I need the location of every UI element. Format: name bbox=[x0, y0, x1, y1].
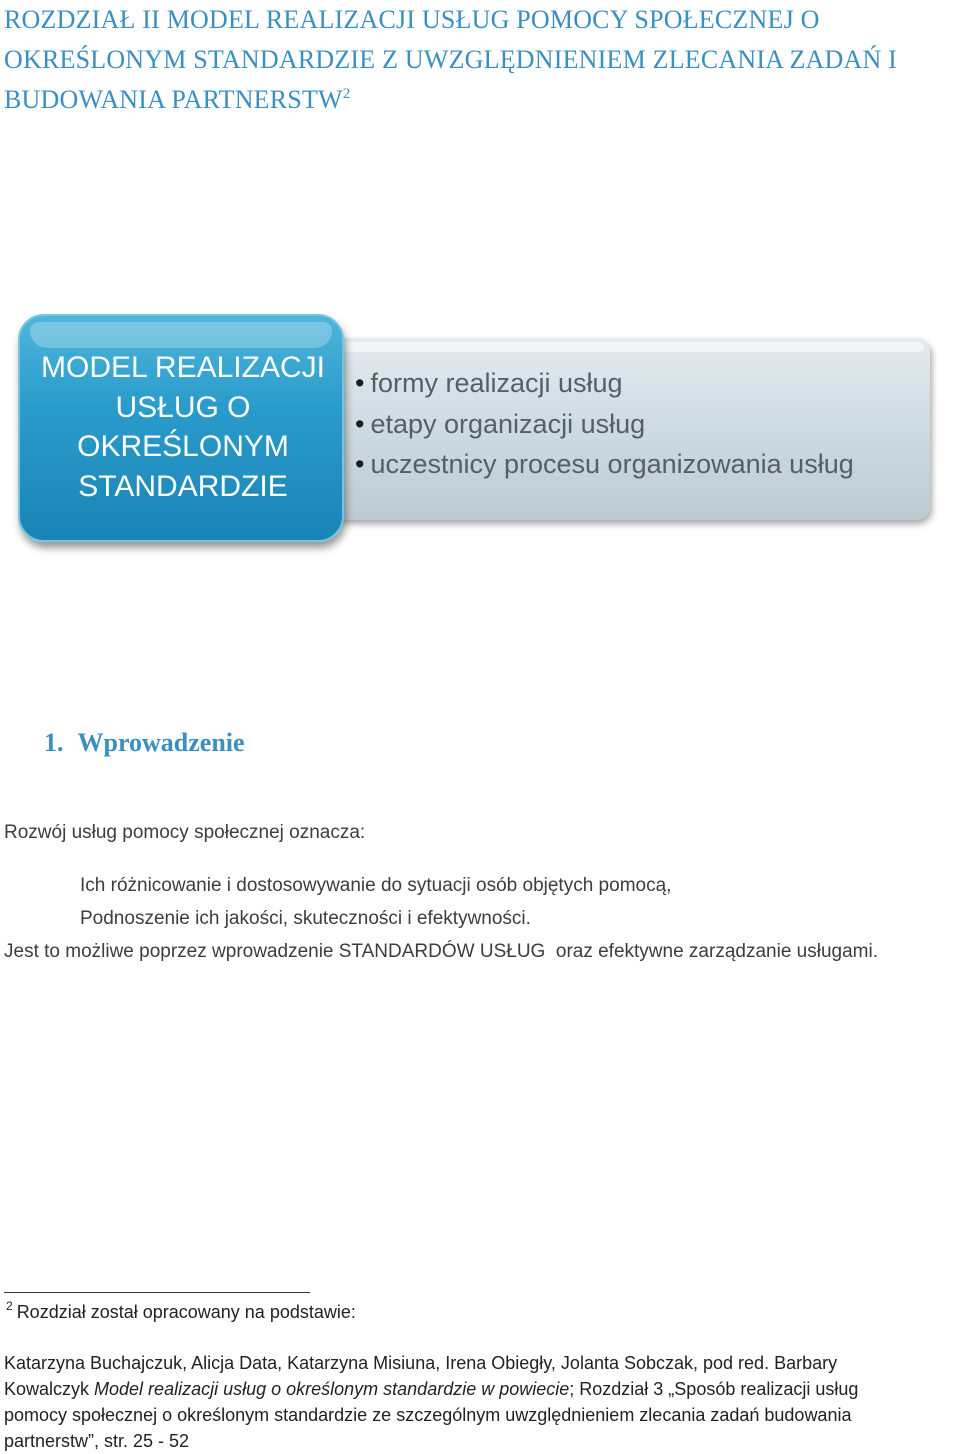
bullet-icon: • bbox=[355, 408, 365, 439]
chapter-title-line-1: ROZDZIAŁ II MODEL REALIZACJI USŁUG POMOCY SPOŁECZNEJ O bbox=[4, 5, 820, 34]
intro-paragraph: Rozwój usług pomocy społecznej oznacza: bbox=[4, 822, 366, 843]
diagram-model-box bbox=[18, 314, 344, 542]
diagram-bullet-item bbox=[355, 363, 925, 404]
section-heading bbox=[44, 728, 245, 758]
footnote-line: partnerstw”, str. 25 - 52 bbox=[4, 1431, 190, 1451]
footnote-citation bbox=[4, 1350, 956, 1454]
chapter-footnote-ref[interactable]: 2 bbox=[342, 86, 351, 102]
section-title: Wprowadzenie bbox=[77, 728, 245, 757]
diagram-bullet-text: etapy organizacji usług bbox=[370, 408, 646, 439]
chapter-title-line-3 bbox=[4, 80, 956, 120]
footnote-number: 2 bbox=[6, 1299, 13, 1313]
list-item: Podnoszenie ich jakości, skuteczności i efektywności. bbox=[80, 908, 531, 929]
diagram-model-title-line: USŁUG O bbox=[115, 390, 251, 424]
footnote-divider bbox=[4, 1292, 310, 1293]
diagram-bullet-item bbox=[355, 444, 925, 485]
footnote-intro-text: Rozdział został opracowany na podstawie: bbox=[16, 1302, 356, 1322]
diagram-model-title-line: OKREŚLONYM bbox=[77, 430, 289, 463]
bullet-icon: • bbox=[355, 449, 365, 479]
diagram-bullet-text: uczestnicy procesu organizowania usług bbox=[370, 449, 854, 479]
bullet-icon: • bbox=[355, 368, 365, 398]
diagram-model-title bbox=[20, 348, 346, 506]
footnote-line-prefix: Kowalczyk bbox=[4, 1379, 95, 1399]
list-item: Ich różnicowanie i dostosowywanie do sytuacji osób objętych pomocą, bbox=[80, 875, 672, 896]
conclusion-paragraph: Jest to możliwe poprzez wprowadzenie STANDARDÓW USŁUG oraz efektywne zarządzanie usługami. bbox=[4, 941, 878, 962]
footnote-line: Katarzyna Buchajczuk, Alicja Data, Katarzyna Misiuna, Irena Obiegły, Jolanta Sobczak, pod red. Barbary bbox=[4, 1353, 838, 1373]
chapter-title bbox=[4, 0, 956, 120]
footnote-book-title: Model realizacji usług o określonym standardzie w powiecie bbox=[94, 1379, 570, 1399]
footnote-line-suffix: ; Rozdział 3 „Sposób realizacji usług bbox=[569, 1379, 859, 1399]
footnote-line: pomocy społecznej o określonym standardzie ze szczególnym uwzględnieniem zlecania zadań budowania bbox=[4, 1405, 852, 1425]
footnote-intro bbox=[6, 1299, 356, 1323]
diagram-model-title-line: STANDARDZIE bbox=[78, 469, 288, 503]
footnote-line bbox=[4, 1376, 956, 1402]
diagram-model-title-line: MODEL REALIZACJI bbox=[41, 351, 325, 384]
chapter-title-line-2: OKREŚLONYM STANDARDZIE Z UWZGLĘDNIENIEM ZLECANIA ZADAŃ I bbox=[4, 45, 898, 74]
diagram-bullet-text: formy realizacji usług bbox=[370, 368, 623, 398]
diagram-bullet-item bbox=[355, 404, 925, 445]
chapter-title-line-3-text: BUDOWANIA PARTNERSTW bbox=[4, 85, 343, 114]
section-number: 1. bbox=[44, 728, 64, 757]
diagram-bullet-list bbox=[355, 363, 925, 485]
